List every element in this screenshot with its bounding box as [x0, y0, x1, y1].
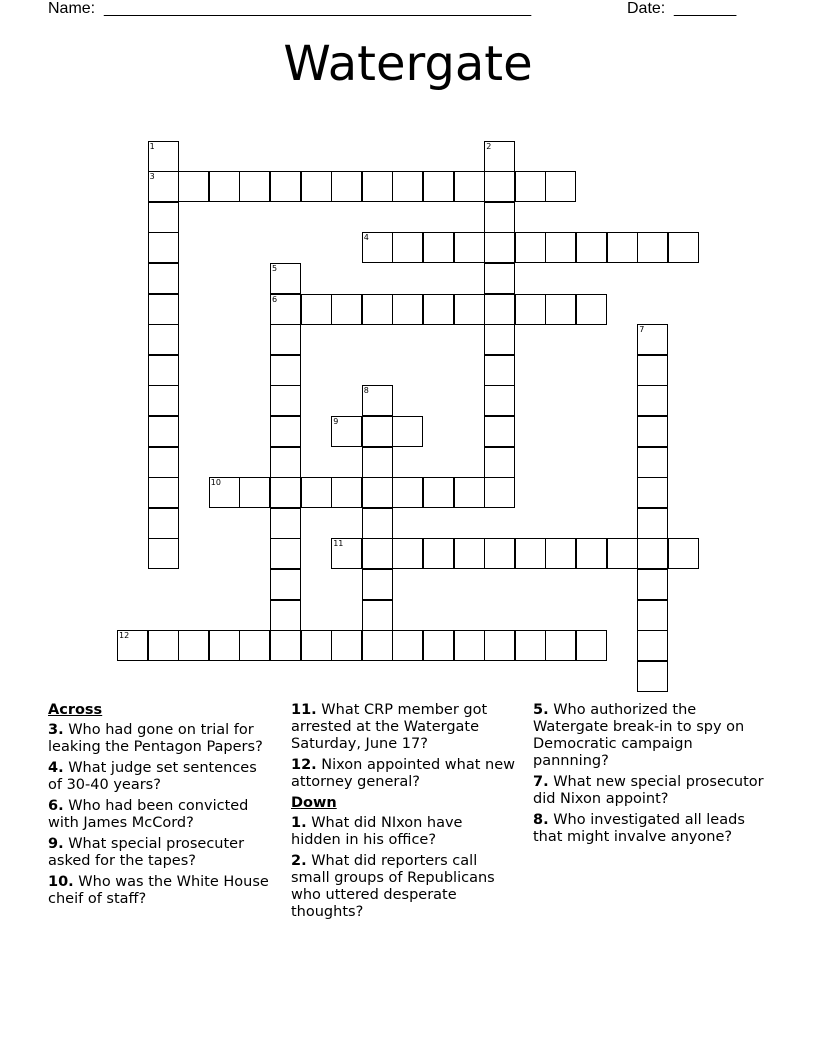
clue-number-label: 8	[363, 386, 369, 396]
clue-text: Who investigated all leads that might invalve anyone?	[533, 812, 745, 845]
grid-cell[interactable]	[362, 416, 393, 447]
clue-number-label: 11	[333, 539, 344, 549]
grid-cell[interactable]	[148, 508, 179, 539]
grid-cell[interactable]	[362, 508, 393, 539]
grid-cell[interactable]	[270, 477, 301, 508]
grid-cell[interactable]	[484, 263, 515, 294]
grid-cell[interactable]	[331, 416, 362, 447]
grid-cell[interactable]	[117, 630, 148, 661]
grid-cell[interactable]	[270, 508, 301, 539]
grid-cell[interactable]	[392, 477, 423, 508]
grid-cell[interactable]	[270, 385, 301, 416]
clue-down-1	[291, 815, 516, 849]
grid-cell[interactable]	[668, 538, 699, 569]
grid-cell[interactable]	[454, 538, 485, 569]
clue-text: Who was the White House cheif of staff?	[48, 874, 269, 907]
clue-across-12	[291, 757, 516, 791]
grid-cell[interactable]	[209, 630, 240, 661]
grid-cell[interactable]	[362, 569, 393, 600]
grid-cell[interactable]	[484, 630, 515, 661]
grid-cell[interactable]	[637, 447, 668, 478]
grid-cell[interactable]	[148, 202, 179, 233]
grid-cell[interactable]	[576, 294, 607, 325]
grid-cell[interactable]	[239, 630, 270, 661]
grid-cell[interactable]	[484, 416, 515, 447]
date-field[interactable]: _______	[674, 0, 737, 17]
clue-text: Nixon appointed what new attorney general?	[291, 757, 515, 790]
grid-cell[interactable]	[148, 171, 179, 202]
grid-cell[interactable]	[148, 447, 179, 478]
grid-cell[interactable]	[454, 294, 485, 325]
grid-cell[interactable]	[148, 538, 179, 569]
grid-cell[interactable]	[392, 416, 423, 447]
grid-cell[interactable]	[362, 477, 393, 508]
grid-cell[interactable]	[270, 171, 301, 202]
grid-cell[interactable]	[148, 416, 179, 447]
grid-cell[interactable]	[545, 171, 576, 202]
clue-number: 12.	[291, 757, 317, 773]
grid-cell[interactable]	[148, 385, 179, 416]
grid-cell[interactable]	[423, 538, 454, 569]
grid-cell[interactable]	[423, 630, 454, 661]
grid-cell[interactable]	[637, 416, 668, 447]
grid-cell[interactable]	[545, 538, 576, 569]
grid-cell[interactable]	[607, 232, 638, 263]
clue-number: 5.	[533, 702, 549, 718]
grid-cell[interactable]	[454, 630, 485, 661]
grid-cell[interactable]	[423, 232, 454, 263]
grid-cell[interactable]	[178, 171, 209, 202]
clue-number-label: 3	[149, 172, 155, 182]
clue-text: What CRP member got arrested at the Watergate Saturday, June 17?	[291, 702, 488, 752]
grid-cell[interactable]	[454, 477, 485, 508]
grid-cell[interactable]	[392, 171, 423, 202]
grid-cell[interactable]	[178, 630, 209, 661]
clue-across-3	[48, 722, 273, 756]
clue-text: What special prosecuter asked for the tapes?	[48, 836, 245, 869]
grid-cell[interactable]	[515, 630, 546, 661]
grid-cell[interactable]	[239, 477, 270, 508]
grid-cell[interactable]	[148, 324, 179, 355]
grid-cell[interactable]	[331, 630, 362, 661]
grid-cell[interactable]	[515, 538, 546, 569]
grid-cell[interactable]	[270, 538, 301, 569]
grid-cell[interactable]	[392, 630, 423, 661]
grid-cell[interactable]	[331, 294, 362, 325]
clue-across-4	[48, 760, 273, 794]
grid-cell[interactable]	[270, 569, 301, 600]
grid-cell[interactable]	[484, 447, 515, 478]
grid-cell[interactable]	[148, 355, 179, 386]
clue-text: Who authorized the Watergate break-in to spy on Democratic campaign pannning?	[533, 702, 745, 769]
grid-cell[interactable]	[423, 477, 454, 508]
grid-cell[interactable]	[362, 630, 393, 661]
grid-cell[interactable]	[484, 538, 515, 569]
grid-cell[interactable]	[301, 294, 332, 325]
grid-cell[interactable]	[637, 600, 668, 631]
grid-cell[interactable]	[270, 447, 301, 478]
grid-cell[interactable]	[607, 538, 638, 569]
grid-cell[interactable]	[545, 630, 576, 661]
name-label: Name:	[48, 0, 96, 17]
grid-cell[interactable]	[576, 232, 607, 263]
grid-cell[interactable]	[270, 294, 301, 325]
grid-cell[interactable]	[148, 294, 179, 325]
grid-cell[interactable]	[209, 171, 240, 202]
down-heading: Down	[291, 795, 337, 811]
grid-cell[interactable]	[148, 263, 179, 294]
grid-cell[interactable]	[301, 630, 332, 661]
grid-cell[interactable]	[270, 324, 301, 355]
grid-cell[interactable]	[484, 171, 515, 202]
clue-down-2	[291, 853, 516, 921]
grid-cell[interactable]	[392, 294, 423, 325]
clue-number: 8.	[533, 812, 549, 828]
grid-cell[interactable]	[637, 538, 668, 569]
grid-cell[interactable]	[484, 141, 515, 172]
grid-cell[interactable]	[637, 630, 668, 661]
grid-cell[interactable]	[545, 294, 576, 325]
grid-cell[interactable]	[484, 385, 515, 416]
clue-number-label: 10	[210, 478, 221, 488]
clue-number: 1.	[291, 815, 307, 831]
grid-cell[interactable]	[392, 232, 423, 263]
clue-across-11	[291, 702, 516, 753]
grid-cell[interactable]	[637, 661, 668, 692]
grid-cell[interactable]	[362, 232, 393, 263]
clue-number-label: 5	[272, 264, 278, 273]
grid-cell[interactable]	[484, 294, 515, 325]
clue-number: 2.	[291, 853, 307, 869]
grid-cell[interactable]	[362, 171, 393, 202]
grid-cell[interactable]	[331, 171, 362, 202]
grid-cell[interactable]	[362, 538, 393, 569]
grid-cell[interactable]	[515, 294, 546, 325]
grid-cell[interactable]	[545, 232, 576, 263]
grid-cell[interactable]	[362, 447, 393, 478]
grid-cell[interactable]	[454, 232, 485, 263]
grid-cell[interactable]	[576, 538, 607, 569]
grid-cell[interactable]	[301, 477, 332, 508]
grid-cell[interactable]	[362, 600, 393, 631]
grid-cell[interactable]	[270, 416, 301, 447]
clue-number-label: 7	[639, 325, 645, 335]
grid-cell[interactable]	[454, 171, 485, 202]
grid-cell[interactable]	[270, 630, 301, 661]
clue-down-8	[533, 812, 773, 846]
clue-number-label: 12	[119, 631, 130, 641]
clue-text: Who had been convicted with James McCord?	[48, 798, 249, 831]
grid-cell[interactable]	[484, 232, 515, 263]
clues-column-1	[48, 702, 273, 912]
grid-cell[interactable]	[515, 232, 546, 263]
grid-cell[interactable]	[362, 385, 393, 416]
grid-cell[interactable]	[270, 355, 301, 386]
clue-text: Who had gone on trial for leaking the Pentagon Papers?	[48, 722, 263, 755]
grid-cell[interactable]	[637, 324, 668, 355]
clue-number-label: 6	[272, 294, 278, 304]
clue-text: What judge set sentences of 30-40 years?	[48, 760, 257, 793]
clue-number-label: 4	[363, 233, 369, 243]
grid-cell[interactable]	[270, 263, 301, 294]
clue-number: 11.	[291, 702, 317, 718]
grid-cell[interactable]	[148, 477, 179, 508]
grid-cell[interactable]	[392, 538, 423, 569]
clues-column-3	[533, 702, 773, 850]
clue-number: 9.	[48, 836, 64, 852]
clue-number-label: 2	[486, 141, 492, 151]
clue-down-5	[533, 702, 773, 770]
clue-number: 4.	[48, 760, 64, 776]
grid-cell[interactable]	[637, 232, 668, 263]
clue-number: 7.	[533, 774, 549, 790]
clue-number: 10.	[48, 874, 74, 890]
name-field[interactable]: ________________________________________________	[104, 0, 532, 17]
grid-cell[interactable]	[270, 600, 301, 631]
grid-cell[interactable]	[423, 294, 454, 325]
grid-cell[interactable]	[637, 355, 668, 386]
clue-text: What new special prosecutor did Nixon appoint?	[533, 774, 764, 807]
grid-cell[interactable]	[362, 294, 393, 325]
grid-cell[interactable]	[239, 171, 270, 202]
grid-cell[interactable]	[148, 141, 179, 172]
grid-cell[interactable]	[148, 630, 179, 661]
grid-cell[interactable]	[209, 477, 240, 508]
clue-across-10	[48, 874, 273, 908]
grid-cell[interactable]	[423, 171, 454, 202]
grid-cell[interactable]	[637, 569, 668, 600]
grid-cell[interactable]	[576, 630, 607, 661]
grid-cell[interactable]	[484, 355, 515, 386]
grid-cell[interactable]	[331, 538, 362, 569]
clue-across-6	[48, 798, 273, 832]
clue-number: 3.	[48, 722, 64, 738]
puzzle-title: Watergate	[283, 36, 533, 92]
clue-text: What did reporters call small groups of Republicans who uttered desperate thoughts?	[291, 853, 495, 920]
clue-number-label: 1	[149, 141, 155, 151]
clue-across-9	[48, 836, 273, 870]
clue-number-label: 9	[333, 417, 339, 426]
grid-cell[interactable]	[148, 232, 179, 263]
date-label: Date:	[627, 0, 666, 17]
grid-cell[interactable]	[301, 171, 332, 202]
grid-cell[interactable]	[637, 508, 668, 539]
grid-cell[interactable]	[515, 171, 546, 202]
clue-number: 6.	[48, 798, 64, 814]
grid-cell[interactable]	[637, 385, 668, 416]
grid-cell[interactable]	[484, 477, 515, 508]
grid-cell[interactable]	[637, 477, 668, 508]
clue-down-7	[533, 774, 773, 808]
grid-cell[interactable]	[331, 477, 362, 508]
clue-text: What did NIxon have hidden in his office?	[291, 815, 463, 848]
grid-cell[interactable]	[484, 202, 515, 233]
clues-column-2	[291, 702, 516, 925]
grid-cell[interactable]	[668, 232, 699, 263]
grid-cell[interactable]	[484, 324, 515, 355]
across-heading: Across	[48, 702, 103, 718]
